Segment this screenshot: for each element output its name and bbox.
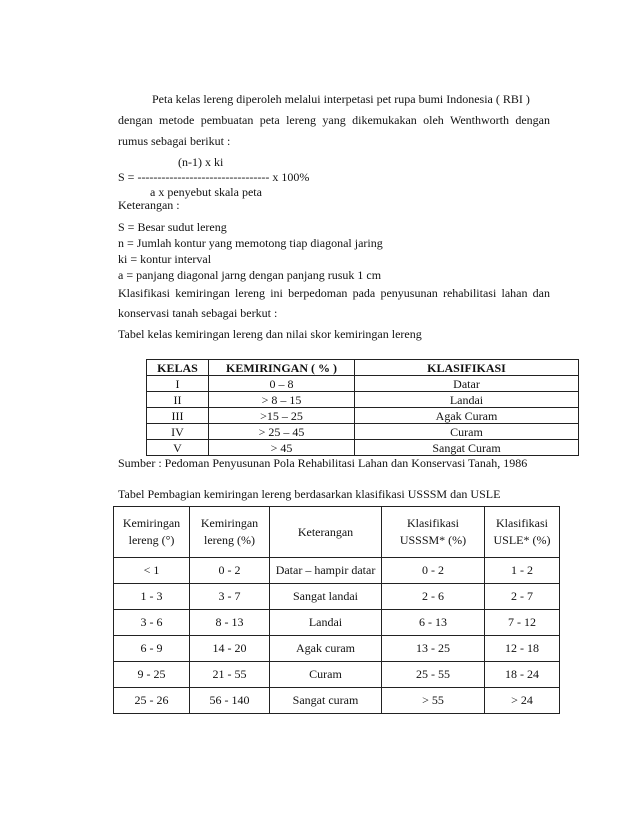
table-header-cell: KEMIRINGAN ( % ) (209, 360, 355, 376)
table-cell: III (147, 408, 209, 424)
legend-title: Keterangan : (118, 198, 180, 212)
table-cell: 21 - 55 (190, 662, 270, 688)
table-cell: >15 – 25 (209, 408, 355, 424)
table-cell: < 1 (114, 558, 190, 584)
table-cell: > 24 (485, 688, 560, 714)
paragraph-line: dengan metode pembuatan peta lereng yang dikemukakan oleh Wenthworth dengan (118, 113, 550, 127)
legend-item: S = Besar sudut lereng (118, 220, 227, 234)
table-row (114, 662, 560, 688)
table-header-cell: KELAS (147, 360, 209, 376)
table-cell: > 8 – 15 (209, 392, 355, 408)
table-cell: 2 - 6 (382, 584, 485, 610)
table-cell: 12 - 18 (485, 636, 560, 662)
table-cell: Agak Curam (355, 408, 579, 424)
legend-item: n = Jumlah kontur yang memotong tiap diagonal jaring (118, 236, 383, 250)
table-cell: 9 - 25 (114, 662, 190, 688)
table-header-cell: Kemiringan lereng (%) (190, 507, 270, 558)
slope-class-table (146, 359, 579, 456)
table-cell: Landai (355, 392, 579, 408)
table-cell: 2 - 7 (485, 584, 560, 610)
table-cell: 0 - 2 (190, 558, 270, 584)
table-row (114, 584, 560, 610)
legend-item: ki = kontur interval (118, 252, 212, 266)
table-row (147, 392, 579, 408)
table-cell: Sangat curam (270, 688, 382, 714)
table-header-row (114, 507, 560, 558)
table-cell: I (147, 376, 209, 392)
table-cell: 25 - 26 (114, 688, 190, 714)
table-row (147, 424, 579, 440)
table-cell: 6 - 9 (114, 636, 190, 662)
table-cell: 3 - 7 (190, 584, 270, 610)
table-cell: 13 - 25 (382, 636, 485, 662)
table-cell: Datar – hampir datar (270, 558, 382, 584)
table-cell: Curam (355, 424, 579, 440)
formula-numerator: (n-1) x ki (178, 155, 224, 169)
table-cell: 25 - 55 (382, 662, 485, 688)
slope-classification-table (113, 506, 560, 714)
table-row (114, 688, 560, 714)
table1-caption: Tabel kelas kemiringan lereng dan nilai skor kemiringan lereng (118, 327, 422, 341)
table-header-cell: KLASIFIKASI (355, 360, 579, 376)
table-cell: 0 - 2 (382, 558, 485, 584)
table-cell: Curam (270, 662, 382, 688)
paragraph-line: rumus sebagai berikut : (118, 134, 231, 148)
table2-caption: Tabel Pembagian kemiringan lereng berdasarkan klasifikasi USSSM dan USLE (118, 487, 501, 501)
table-header-cell: Klasifikasi USLE* (%) (485, 507, 560, 558)
table-cell: > 25 – 45 (209, 424, 355, 440)
table-cell: II (147, 392, 209, 408)
table-cell: Sangat Curam (355, 440, 579, 456)
table-row (147, 376, 579, 392)
table-header-cell: Kemiringan lereng (°) (114, 507, 190, 558)
table-cell: V (147, 440, 209, 456)
table-cell: 0 – 8 (209, 376, 355, 392)
formula-denominator: a x penyebut skala peta (150, 185, 262, 199)
table-cell: 8 - 13 (190, 610, 270, 636)
table-header-cell: Klasifikasi USSSM* (%) (382, 507, 485, 558)
table-cell: > 55 (382, 688, 485, 714)
table-cell: 1 - 3 (114, 584, 190, 610)
table-row (114, 610, 560, 636)
table-cell: 3 - 6 (114, 610, 190, 636)
table-row (147, 408, 579, 424)
table-row (114, 558, 560, 584)
table-cell: Landai (270, 610, 382, 636)
table-row (114, 636, 560, 662)
table-cell: 6 - 13 (382, 610, 485, 636)
legend-item: a = panjang diagonal jarng dengan panjang rusuk 1 cm (118, 268, 382, 282)
table-row (147, 440, 579, 456)
table-header-cell: Keterangan (270, 507, 382, 558)
table-cell: Sangat landai (270, 584, 382, 610)
table-cell: 7 - 12 (485, 610, 560, 636)
formula-line: S = --------------------------------- x 100% (118, 170, 310, 184)
table-cell: > 45 (209, 440, 355, 456)
paragraph-line: Klasifikasi kemiringan lereng ini berpedoman pada penyusunan rehabilitasi lahan dan (118, 286, 550, 300)
table-cell: 18 - 24 (485, 662, 560, 688)
table-cell: 1 - 2 (485, 558, 560, 584)
table-header-row (147, 360, 579, 376)
table-cell: IV (147, 424, 209, 440)
table-cell: Datar (355, 376, 579, 392)
paragraph-line: Peta kelas lereng diperoleh melalui interpetasi pet rupa bumi Indonesia ( RBI ) (152, 92, 530, 106)
paragraph-line: konservasi tanah sebagai berkut : (118, 306, 278, 320)
table1-source: Sumber : Pedoman Penyusunan Pola Rehabilitasi Lahan dan Konservasi Tanah, 1986 (118, 456, 528, 470)
table-cell: Agak curam (270, 636, 382, 662)
table-cell: 56 - 140 (190, 688, 270, 714)
table-cell: 14 - 20 (190, 636, 270, 662)
